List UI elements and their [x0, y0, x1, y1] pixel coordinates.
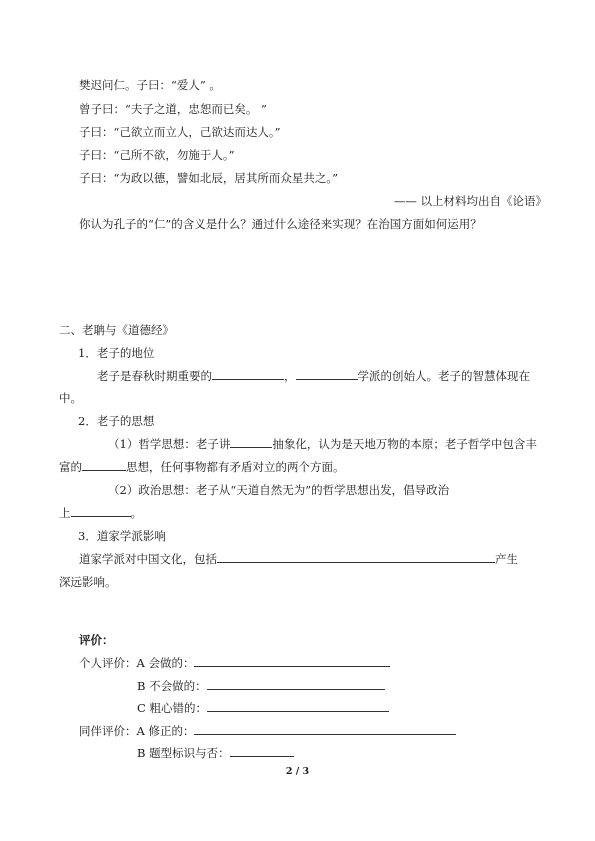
subsection-title-3: 3．道家学派影响 — [78, 529, 166, 543]
quote-3: 子曰：“己欲立而立人，己欲达而达人。” — [79, 125, 281, 139]
question: 你认为孔子的“仁”的含义是什么？通过什么途径来实现？在治国方面如何运用？ — [79, 217, 482, 231]
quote-4: 子曰：“己所不欲，勿施于人。” — [79, 148, 235, 162]
evaluation-heading: 评价： — [79, 633, 114, 647]
text-line: 上 。 — [59, 506, 142, 520]
peer-eval-row: B 题型标识与否： — [137, 745, 294, 761]
text-line: 道家学派对中国文化，包括 产生 — [79, 552, 518, 566]
answer-blank[interactable] — [230, 436, 272, 448]
answer-blank[interactable] — [230, 745, 294, 757]
subsection-title-2: 2．老子的思想 — [78, 414, 155, 428]
answer-blank[interactable] — [82, 459, 126, 471]
page-number: 2 / 3 — [285, 766, 310, 777]
quote-1: 樊迟问仁。子曰：“爱人” 。 — [79, 78, 221, 92]
self-eval-row: B 不会做的： — [137, 678, 385, 694]
peer-eval-row: 同伴评价：A 修正的： — [79, 723, 456, 739]
answer-blank[interactable] — [194, 723, 456, 735]
answer-blank[interactable] — [207, 700, 389, 712]
answer-blank[interactable] — [71, 505, 131, 517]
text-line: （2）政治思想：老子从“天道自然无为”的哲学思想出发，倡导政治 — [108, 483, 450, 497]
text-line: 中。 — [59, 391, 82, 405]
self-eval-row: C 粗心错的： — [137, 700, 389, 716]
answer-blank[interactable] — [194, 655, 390, 667]
answer-blank[interactable] — [217, 551, 495, 563]
quote-5: 子曰：“为政以德，譬如北辰，居其所而众星共之。” — [79, 171, 339, 185]
text-line: 老子是春秋时期重要的 ， 学派的创始人。老子的智慧体现在 — [97, 369, 530, 383]
source-note: —— 以上材料均出自《论语》 — [393, 194, 547, 208]
text-line: 深远影响。 — [59, 575, 117, 589]
text-line: （1）哲学思想：老子讲 抽象化，认为是天地万物的本原；老子哲学中包含丰 — [108, 437, 537, 451]
answer-blank[interactable] — [207, 678, 385, 690]
text-line: 富的 思想，任何事物都有矛盾对立的两个方面。 — [59, 460, 345, 474]
subsection-title-1: 1．老子的地位 — [78, 346, 155, 360]
answer-blank[interactable] — [296, 368, 358, 380]
self-eval-row: 个人评价：A 会做的： — [79, 655, 390, 671]
section-heading: 二、老聃与《道德经》 — [59, 323, 174, 337]
answer-blank[interactable] — [212, 368, 284, 380]
quote-2: 曾子曰：“夫子之道，忠恕而已矣。 ” — [79, 102, 267, 116]
